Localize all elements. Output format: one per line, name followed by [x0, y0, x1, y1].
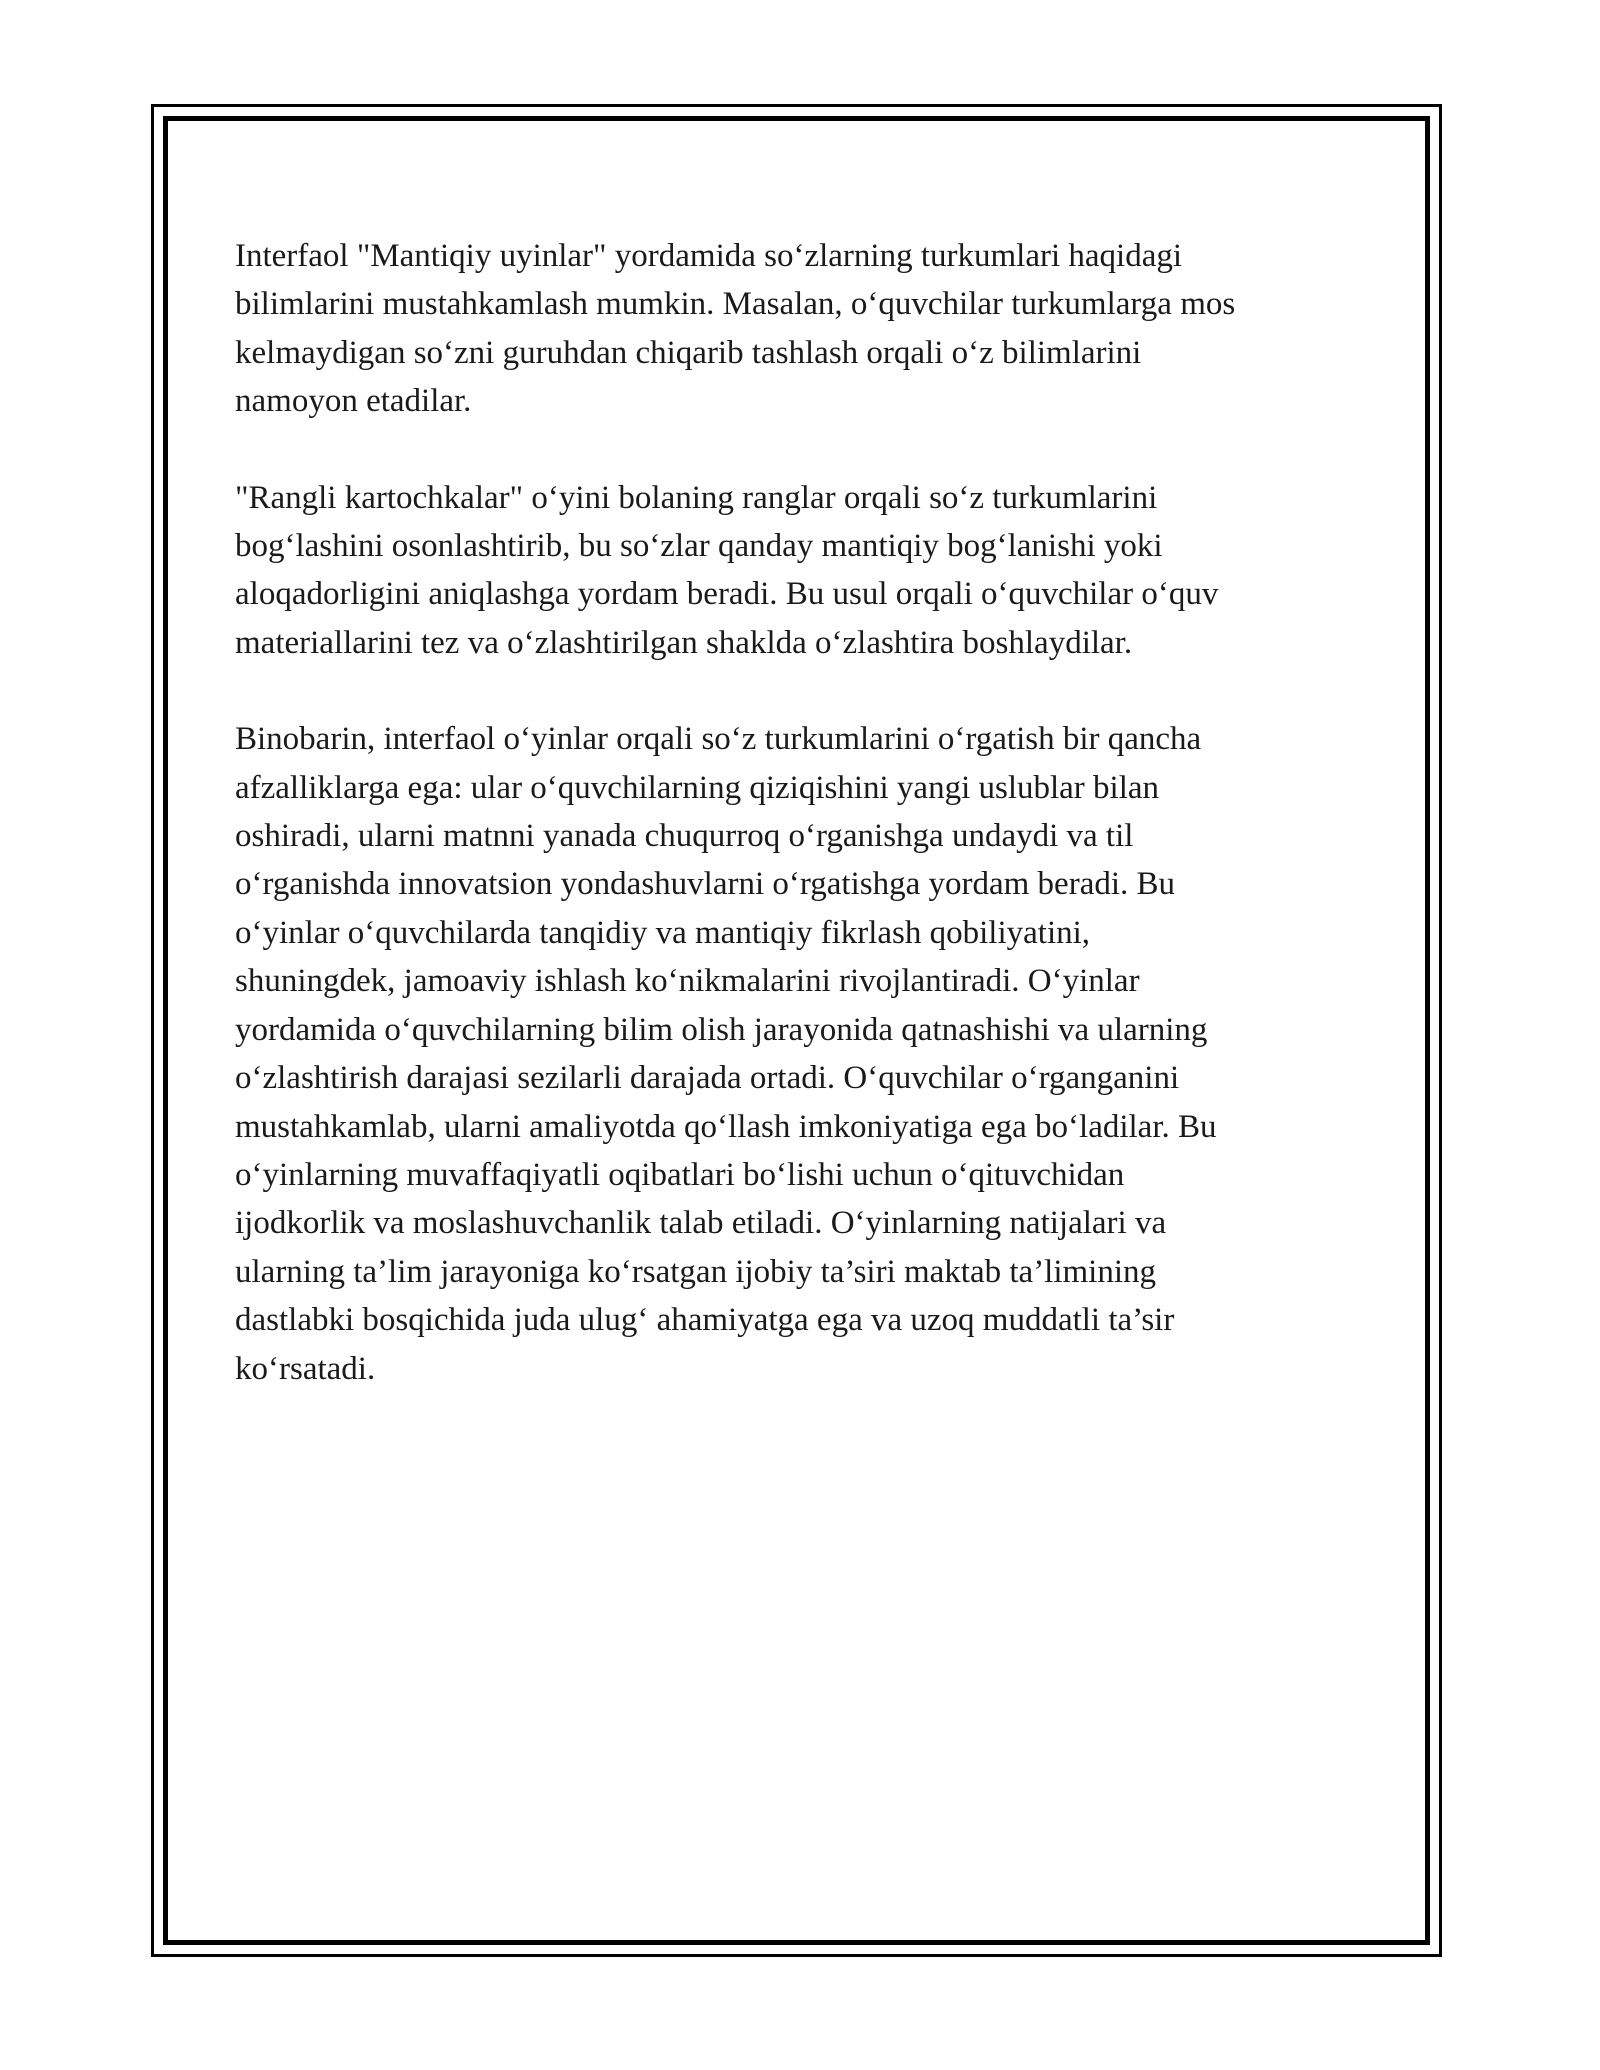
text-line: kelmaydigan so‘zni guruhdan chiqarib tashlash orqali o‘z bilimlarini	[235, 334, 1142, 371]
text-line: o‘rganishda innovatsion yondashuvlarni o‘rgatishga yordam beradi. Bu	[235, 866, 1176, 903]
text-line: ijodkorlik va moslashuvchanlik talab etiladi. O‘yinlarning natijalari va	[235, 1205, 1167, 1242]
text-line: o‘yinlar o‘quvchilarda tanqidiy va mantiqiy fikrlash qobiliyatini,	[235, 914, 1091, 951]
text-line: dastlabki bosqichida juda ulug‘ ahamiyatga ega va uzoq muddatli ta’sir	[235, 1302, 1175, 1339]
text-line: materiallarini tez va o‘zlashtirilgan shaklda o‘zlashtira boshlaydilar.	[235, 624, 1133, 661]
paragraph-2	[235, 474, 1365, 668]
text-line: Interfaol "Mantiqiy uyinlar" yordamida so‘zlarning turkumlari haqidagi	[235, 238, 1183, 274]
text-line: "Rangli kartochkalar" o‘yini bolaning ranglar orqali so‘z turkumlarini	[235, 479, 1158, 516]
text-line: aloqadorligini aniqlashga yordam beradi. Bu usul orqali o‘quvchilar o‘quv	[235, 576, 1219, 613]
text-line: o‘yinlarning muvaffaqiyatli oqibatlari bo‘lishi uchun o‘qituvchidan	[235, 1156, 1125, 1193]
document-body	[235, 232, 1365, 1441]
text-line: bilimlarini mustahkamlash mumkin. Masalan, o‘quvchilar turkumlarga mos	[235, 286, 1236, 323]
text-line: oshiradi, ularni matnni yanada chuqurroq o‘rganishga undaydi va til	[235, 818, 1134, 855]
text-line: bog‘lashini osonlashtirib, bu so‘zlar qanday mantiqiy bog‘lanishi yoki	[235, 528, 1163, 565]
text-line: o‘zlashtirish darajasi sezilarli darajada ortadi. O‘quvchilar o‘rganganini	[235, 1060, 1180, 1097]
text-line: afzalliklarga ega: ular o‘quvchilarning qiziqishini yangi uslublar bilan	[235, 769, 1160, 806]
text-line: shuningdek, jamoaviy ishlash ko‘nikmalarini rivojlantiradi. O‘yinlar	[235, 963, 1140, 1000]
text-line: namoyon etadilar.	[235, 383, 472, 420]
text-line: yordamida o‘quvchilarning bilim olish jarayonida qatnashishi va ularning	[235, 1011, 1208, 1048]
text-line: ularning ta’lim jarayoniga ko‘rsatgan ijobiy ta’siri maktab ta’limining	[235, 1253, 1157, 1290]
text-line: ko‘rsatadi.	[235, 1350, 376, 1387]
paragraph-1	[235, 232, 1365, 426]
paragraph-3	[235, 715, 1365, 1393]
text-line: Binobarin, interfaol o‘yinlar orqali so‘z turkumlarini o‘rgatish bir qancha	[235, 721, 1202, 758]
text-line: mustahkamlab, ularni amaliyotda qo‘llash imkoniyatiga ega bo‘ladilar. Bu	[235, 1108, 1217, 1145]
